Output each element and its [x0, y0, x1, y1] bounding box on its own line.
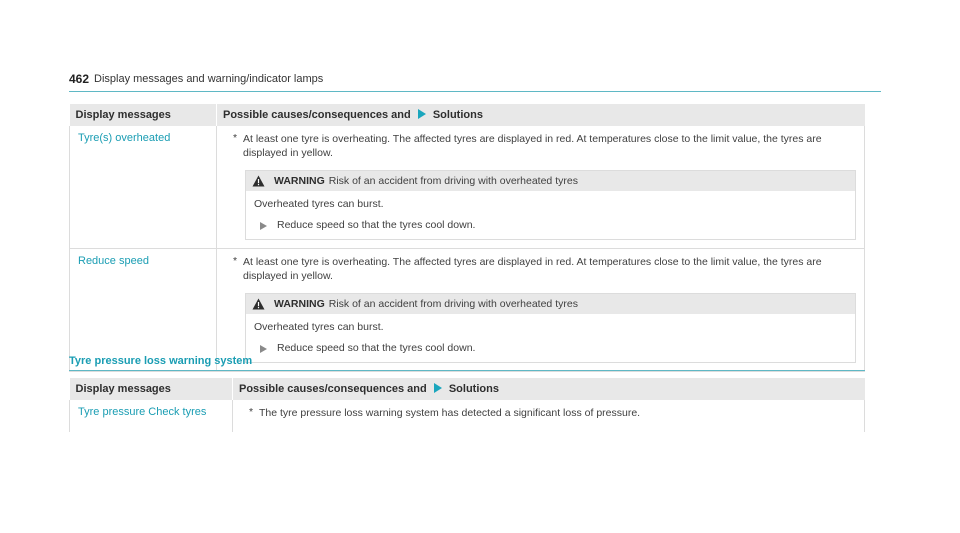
warning-body: [246, 191, 855, 239]
asterisk-icon: *: [232, 132, 238, 144]
warning-box: [245, 293, 856, 363]
page-header: [69, 70, 881, 92]
cause-item: [227, 132, 856, 160]
table-row: [70, 249, 865, 372]
cause-item: [227, 255, 856, 283]
warning-text: Overheated tyres can burst.: [254, 198, 384, 210]
cause-cell: [217, 126, 865, 249]
asterisk-icon: *: [248, 406, 254, 418]
column-header-causes: [217, 104, 865, 126]
cause-text: The tyre pressure loss warning system has detected a significant loss of pressure.: [259, 407, 641, 419]
step-arrow-icon: [260, 222, 267, 230]
column-header-display-messages: Display messages: [70, 378, 233, 400]
solution-arrow-icon: [434, 383, 442, 393]
warning-title: Risk of an accident from driving with overheated tyres: [328, 175, 578, 187]
solution-arrow-icon: [418, 109, 426, 119]
warning-label: WARNING: [274, 298, 325, 310]
section-title: Tyre pressure loss warning system: [69, 355, 865, 371]
table-row: [70, 400, 865, 432]
warning-triangle-icon: [252, 174, 266, 188]
step-arrow-icon: [260, 345, 267, 353]
column-header-causes-label: Possible causes/consequences and: [223, 109, 411, 121]
step-text: Reduce speed so that the tyres cool down.: [277, 219, 476, 231]
step-text: Reduce speed so that the tyres cool down.: [277, 342, 476, 354]
column-header-causes-label: Possible causes/consequences and: [239, 383, 427, 395]
warning-text: Overheated tyres can burst.: [254, 321, 384, 333]
column-header-display-messages: Display messages: [70, 104, 217, 126]
asterisk-icon: *: [232, 255, 238, 267]
display-messages-table: [69, 104, 865, 372]
cause-item: [243, 406, 856, 420]
warning-header: [246, 171, 855, 191]
warning-label: WARNING: [274, 175, 325, 187]
message-cell: Reduce speed: [70, 249, 217, 372]
column-header-solutions-label: Solutions: [448, 383, 499, 395]
tyre-pressure-table: [69, 378, 865, 432]
solution-step: [254, 218, 847, 233]
message-cell: Tyre pressure Check tyres: [70, 400, 233, 432]
warning-header: [246, 294, 855, 314]
cause-text: At least one tyre is overheating. The affected tyres are displayed in red. At temperatures close to the limit value, the tyres are displayed in yellow.: [243, 133, 822, 159]
table-row: [70, 126, 865, 249]
warning-box: [245, 170, 856, 240]
cause-text: At least one tyre is overheating. The affected tyres are displayed in red. At temperatures close to the limit value, the tyres are displayed in yellow.: [243, 256, 822, 282]
warning-title: Risk of an accident from driving with overheated tyres: [328, 298, 578, 310]
message-cell: Tyre(s) overheated: [70, 126, 217, 249]
solution-step: [254, 341, 847, 356]
page-title: Display messages and warning/indicator lamps: [94, 73, 324, 85]
column-header-solutions-label: Solutions: [432, 109, 483, 121]
column-header-causes: [233, 378, 865, 400]
warning-triangle-icon: [252, 297, 266, 311]
cause-cell: [217, 249, 865, 372]
page-number: 462: [69, 72, 90, 86]
cause-cell: [233, 400, 865, 432]
